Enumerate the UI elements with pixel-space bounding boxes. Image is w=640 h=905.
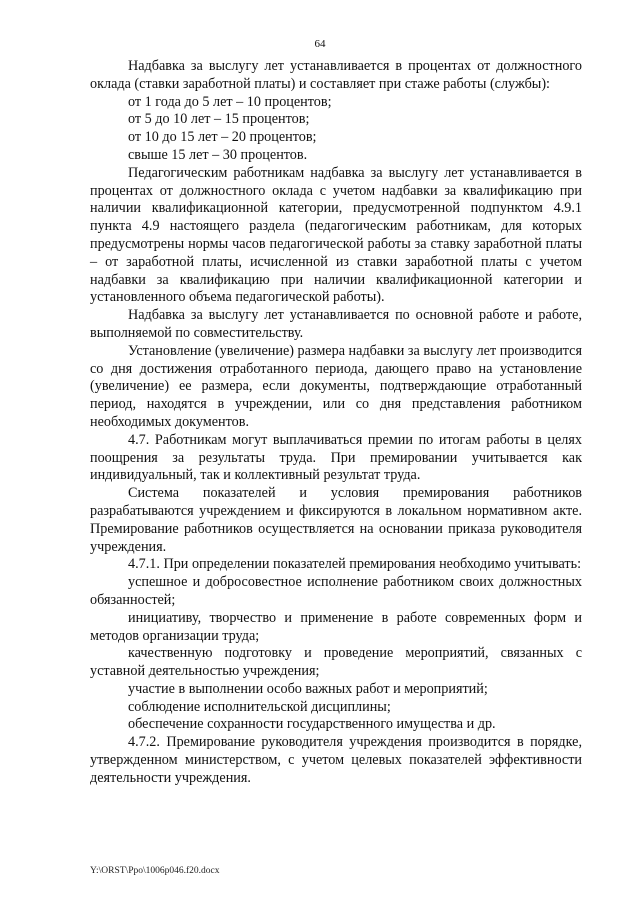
paragraph: соблюдение исполнительской дисциплины; <box>128 698 391 715</box>
paragraph: 4.7. Работникам могут выплачиваться премии по итогам работы в целях поощрения за результаты труда. При премировании учитывается как индивидуальный, так и коллективный результат труда. <box>90 431 582 484</box>
paragraph: 4.7.1. При определении показателей премирования необходимо учитывать: <box>128 556 582 573</box>
paragraph: Надбавка за выслугу лет устанавливается в процентах от должностного оклада (ставки заработной платы) и составляет при стаже работы (службы): <box>90 58 582 92</box>
paragraph: 4.7.2. Премирование руководителя учреждения производится в порядке, утвержденном министерством, с учетом целевых показателей эффективности деятельности учреждения. <box>90 734 582 786</box>
file-path-footer: Y:\ORST\Ppo\1006p046.f20.docx <box>90 866 220 876</box>
paragraph: Надбавка за выслугу лет устанавливается по основной работе и работе, выполняемой по совместительству. <box>90 307 582 341</box>
page-number: 64 <box>314 38 326 50</box>
paragraph: Система показателей и условия премирования работников разрабатываются учреждением и фиксируются в локальном нормативном акте. Премирование работников осуществляется на основании приказа руководителя учреждения. <box>90 485 582 555</box>
paragraph: обеспечение сохранности государственного имущества и др. <box>128 716 496 733</box>
paragraph: качественную подготовку и проведение мероприятий, связанных с уставной деятельностью учреждения; <box>90 645 582 680</box>
list-item: от 5 до 10 лет – 15 процентов; <box>128 111 310 128</box>
paragraph: участие в выполнении особо важных работ и мероприятий; <box>128 680 488 697</box>
paragraph: инициативу, творчество и применение в работе современных форм и методов организации труда; <box>90 609 582 644</box>
paragraph: Установление (увеличение) размера надбавки за выслугу лет производится со дня достижения отработанного периода, дающего право на установление (увеличение) ее размера, если документы, подтверждающие отработанный период, находятся в учреждении, или со дня представления работником необходимых документов. <box>90 342 582 430</box>
paragraph: успешное и добросовестное исполнение работником своих должностных обязанностей; <box>90 574 582 608</box>
list-item: от 10 до 15 лет – 20 процентов; <box>128 129 317 146</box>
list-item: от 1 года до 5 лет – 10 процентов; <box>128 93 332 110</box>
paragraph: Педагогическим работникам надбавка за выслугу лет устанавливается в процентах от должностного оклада с учетом надбавки за квалификацию при наличии квалификационной категории, предусмотренной подпунктом 4.9.1 пункта 4.9 настоящего раздела (педагогическим работникам, для которых предусмотрены нормы часов педагогической работы за ставку заработной платы – от заработной платы, исчисленной из ставки заработной платы с учетом надбавки за квалификацию при наличии квалификационной категории и установленного объема педагогической работы). <box>90 164 582 306</box>
list-item: свыше 15 лет – 30 процентов. <box>128 146 308 163</box>
document-body <box>90 58 582 788</box>
